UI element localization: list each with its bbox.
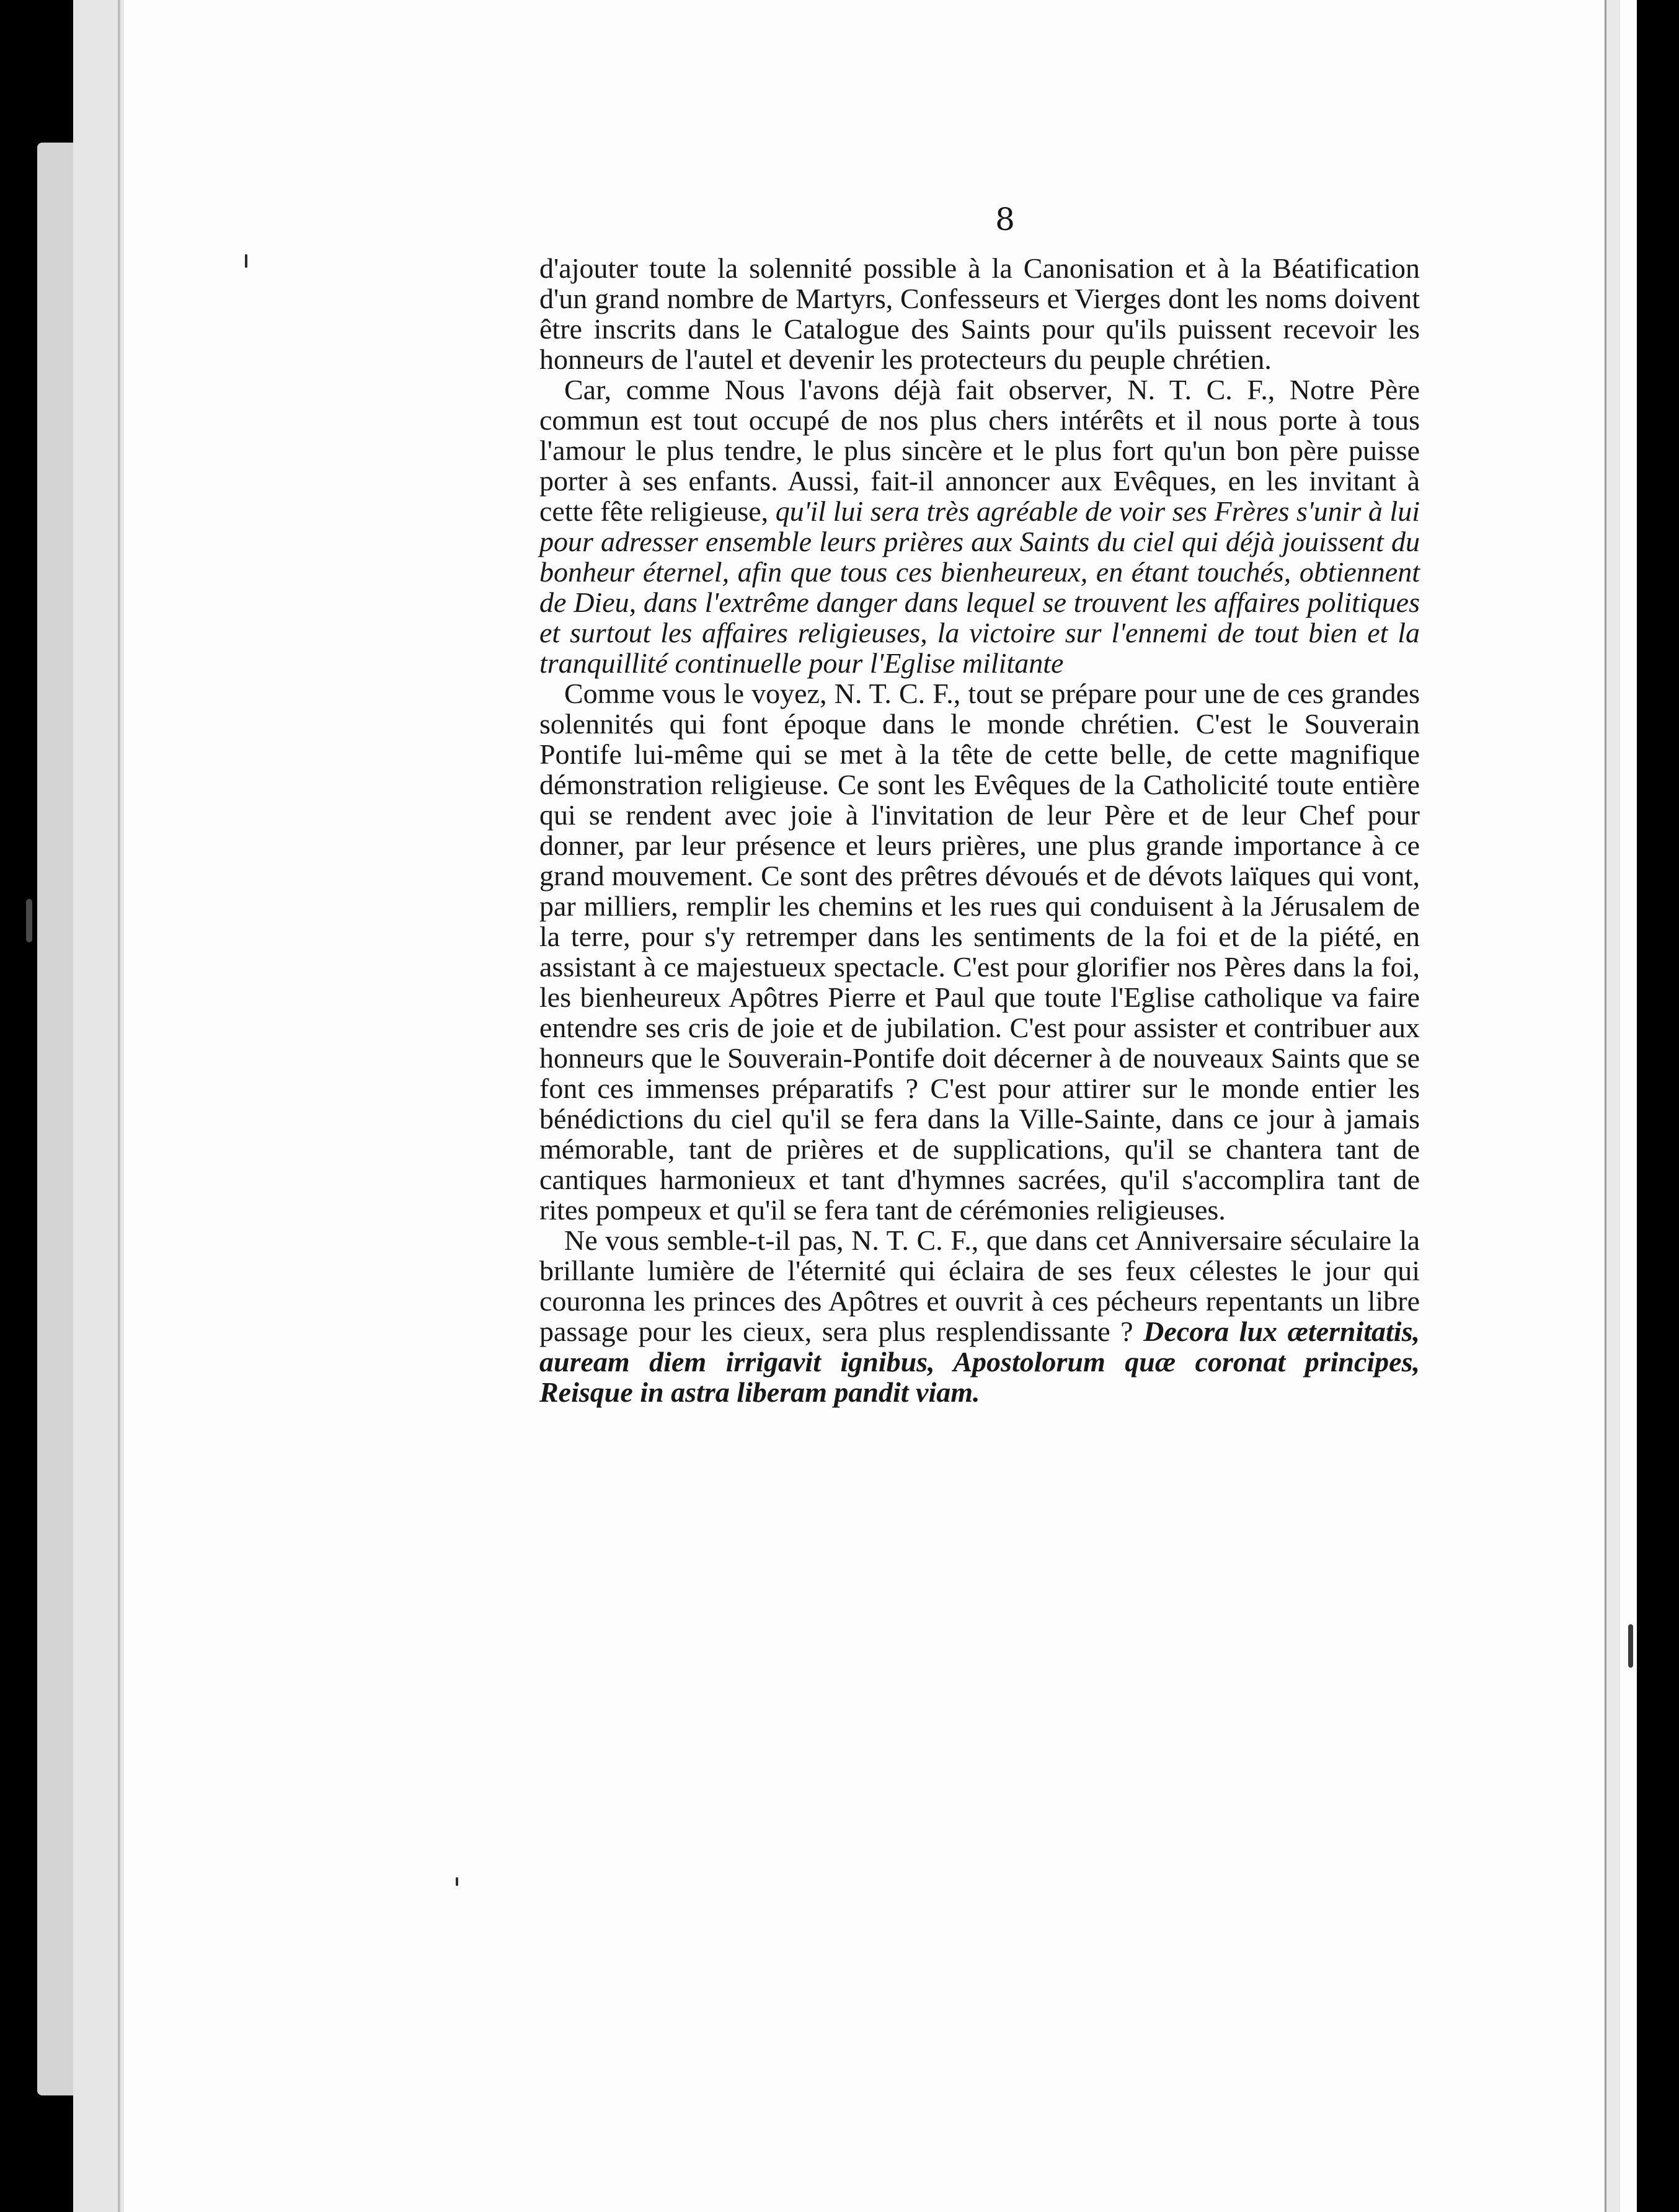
binding-strip	[1605, 0, 1620, 2212]
paragraph-anniversary	[539, 1225, 1420, 1407]
paragraph-continuation: d'ajouter toute la solennité possible à la Canonisation et à la Béatification d'un grand nombre de Martyrs, Confesseurs et Vierges dont les noms doivent être inscrits dans le Catalogue des Saints pour qu'ils puissent recevoir les honneurs de l'autel et devenir les protecteurs du peuple chrétien.	[539, 252, 1420, 375]
binding-mark	[1628, 1624, 1633, 1668]
page-number: 8	[995, 201, 1015, 237]
italic-quotation: qu'il lui sera très agréable de voir ses Frères s'unir à lui pour adresser ensemble leurs prières aux Saints du ciel qui déjà jouissent du bonheur éternel, afin que tous ces bienheureux, en étant touchés, obtiennent de Dieu, dans l'extrême danger dans lequel se trouvent les affaires politiques et surtout les affaires religieuses, la victoire sur l'ennemi de tout bien et la tranquillité continuelle pour l'Eglise militante	[539, 495, 1420, 679]
paragraph-invitation	[539, 374, 1420, 678]
paragraph-lead-text: Car, comme Nous l'avons déjà fait observer, N. T. C. F., Notre Père commun est tout occupé de nos plus chers intérêts et il nous porte à tous l'amour le plus tendre, le plus sincère et le plus fort qu'un bon père puisse porter à ses enfants. Aussi, fait-il annoncer aux Evêques, en les invitant à cette fête religieuse,	[539, 374, 1420, 527]
paragraph-solemnities: Comme vous le voyez, N. T. C. F., tout se prépare pour une de ces grandes solennités qui font époque dans le monde chrétien. C'est le Souverain Pontife lui-même qui se met à la tête de cette belle, de cette magnifique démonstration religieuse. Ce sont les Evêques de la Catholicité toute entière qui se rendent avec joie à l'invitation de leur Père et de leur Chef pour donner, par leur présence et leurs prières, une plus grande importance à ce grand mouvement. Ce sont des prêtres dévoués et de dévots laïques qui vont, par milliers, remplir les chemins et les rues qui conduisent à la Jérusalem de la terre, pour s'y retremper dans les sentiments de la foi et de la piété, en assistant à ce majestueux spectacle. C'est pour glorifier nos Pères dans la foi, les bienheureux Apôtres Pierre et Paul que toute l'Eglise catholique va faire entendre ses cris de joie et de jubilation. C'est pour assister et contribuer aux honneurs que le Souverain-Pontife doit décerner à de nouveaux Saints que se font ces immenses préparatifs ? C'est pour attirer sur le monde entier les bénédictions du ciel qu'il se fera dans la Ville-Sainte, dans ce jour à jamais mémorable, tant de prières et de supplications, qu'il se chantera tant de cantiques harmonieux et tant d'hymnes sacrées, qu'il s'accomplira tant de rites pompeux et qu'il se fera tant de cérémonies religieuses.	[539, 678, 1420, 1226]
left-fold-line	[118, 0, 120, 2212]
paragraph-lead-text: Ne vous semble-t-il pas, N. T. C. F., que dans cet Anniversaire séculaire la brillante lumière de l'éternité qui éclaira de ses feux célestes le jour qui couronna les princes des Apôtres et ouvrit à ces pécheurs repentants un libre passage pour les cieux, sera plus resplendissante ?	[539, 1224, 1420, 1347]
body-text	[539, 253, 1420, 1766]
latin-hymn-quotation: Decora lux æternitatis, auream diem irrigavit ignibus, Apostolorum quæ coronat principes, Reisque in astra liberam pandit viam.	[539, 1316, 1420, 1408]
